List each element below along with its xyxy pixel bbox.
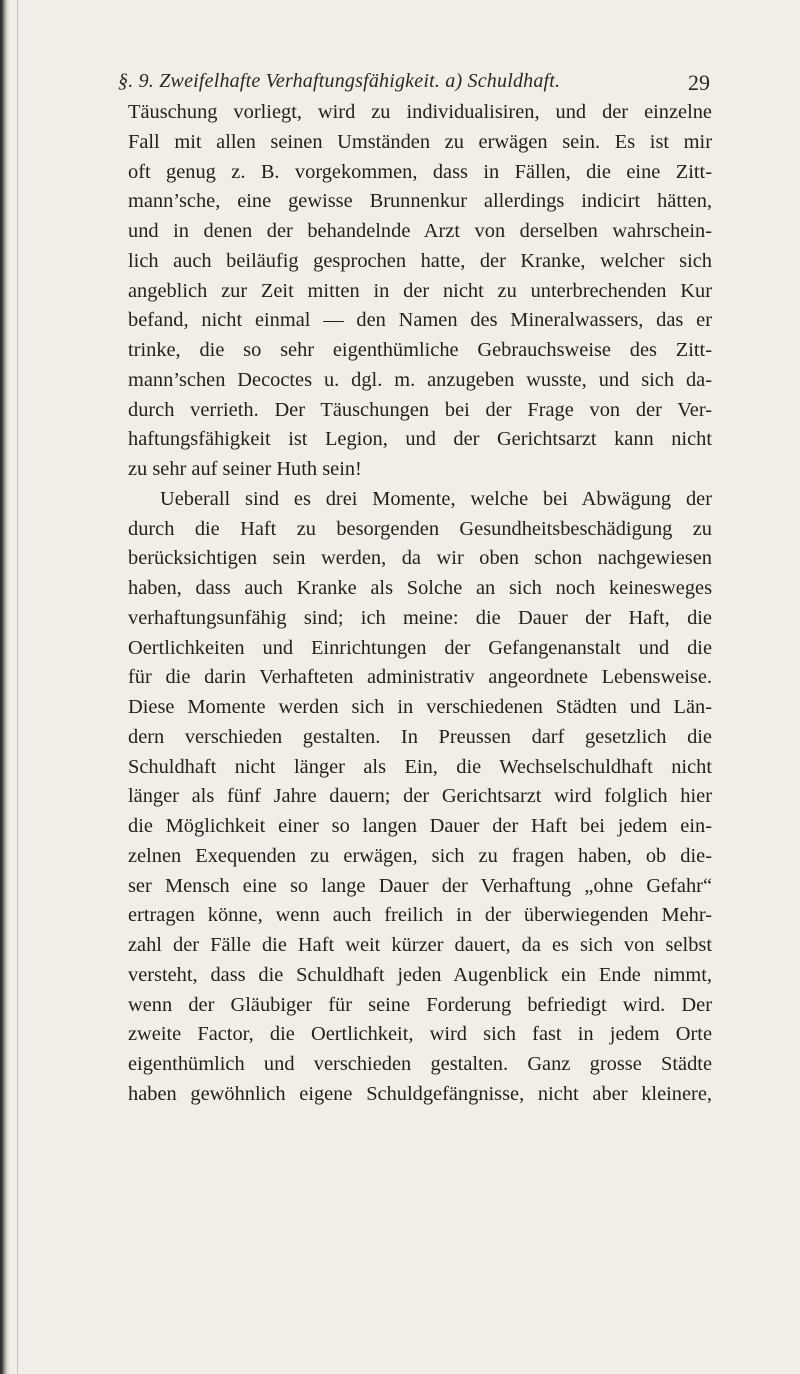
text-line: zelnen Exequenden zu erwägen, sich zu fragen haben, ob die- — [128, 844, 712, 867]
text-line: oft genug z. B. vorgekommen, dass in Fällen, die eine Zitt- — [128, 160, 712, 183]
text-line: eigenthümlich und verschieden gestalten. Ganz grosse Städte — [128, 1053, 712, 1075]
text-line: haben gewöhnlich eigene Schuldgefängnisse, nicht aber kleinere, — [128, 1082, 712, 1105]
text-line: und in denen der behandelnde Arzt von derselben wahrschein- — [128, 220, 712, 242]
text-line: Diese Momente werden sich in verschiedenen Städten und Län- — [128, 696, 712, 718]
running-header-title: §. 9. Zweifelhafte Verhaftungsfähigkeit. a) Schuldhaft. — [118, 70, 561, 92]
text-line: versteht, dass die Schuldhaft jeden Augenblick ein Ende nimmt, — [128, 963, 712, 986]
page-edge-line — [17, 0, 18, 1374]
text-line: angeblich zur Zeit mitten in der nicht zu unterbrechenden Kur — [128, 279, 712, 302]
text-line: Täuschung vorliegt, wird zu individualisiren, und der einzelne — [128, 101, 712, 123]
text-line: dern verschieden gestalten. In Preussen darf gesetzlich die — [128, 725, 712, 748]
text-line-paragraph-end: zu sehr auf seiner Huth sein! — [128, 458, 362, 480]
text-line: zweite Factor, die Oertlichkeit, wird sich fast in jedem Orte — [128, 1023, 712, 1046]
text-line: mann’schen Decoctes u. dgl. m. anzugeben wusste, und sich da- — [128, 368, 712, 391]
text-line: Fall mit allen seinen Umständen zu erwägen sein. Es ist mir — [128, 130, 712, 153]
text-line: ser Mensch eine so lange Dauer der Verhaftung „ohne Gefahr“ — [128, 874, 712, 897]
text-line: länger als fünf Jahre dauern; der Gerichtsarzt wird folglich hier — [128, 785, 712, 808]
text-line: Oertlichkeiten und Einrichtungen der Gefangenanstalt und die — [128, 636, 712, 659]
text-line: haben, dass auch Kranke als Solche an sich noch keinesweges — [128, 577, 712, 599]
text-line: lich auch beiläufig gesprochen hatte, der Kranke, welcher sich — [128, 249, 712, 272]
page-number: 29 — [688, 70, 710, 95]
text-line: zahl der Fälle die Haft weit kürzer dauert, da es sich von selbst — [128, 934, 712, 956]
text-line: für die darin Verhafteten administrativ angeordnete Lebensweise. — [128, 666, 712, 689]
text-line: trinke, die so sehr eigenthümliche Gebrauchsweise des Zitt- — [128, 339, 712, 361]
text-line: mann’sche, eine gewisse Brunnenkur allerdings indicirt hätten, — [128, 190, 712, 213]
text-line-paragraph-start: Ueberall sind es drei Momente, welche bei Abwägung der — [160, 487, 712, 510]
text-line: Schuldhaft nicht länger als Ein, die Wechselschuldhaft nicht — [128, 755, 712, 778]
text-line: die Möglichkeit einer so langen Dauer der Haft bei jedem ein- — [128, 815, 712, 837]
text-line: haftungsfähigkeit ist Legion, und der Gerichtsarzt kann nicht — [128, 428, 712, 451]
text-line: ertragen könne, wenn auch freilich in der überwiegenden Mehr- — [128, 904, 712, 927]
text-line: wenn der Gläubiger für seine Forderung befriedigt wird. Der — [128, 993, 712, 1016]
book-spine-shadow — [0, 0, 10, 1374]
text-line: berücksichtigen sein werden, da wir oben schon nachgewiesen — [128, 547, 712, 570]
text-line: befand, nicht einmal — den Namen des Mineralwassers, das er — [128, 309, 712, 332]
body-text — [128, 98, 712, 1110]
text-line: verhaftungsunfähig sind; ich meine: die Dauer der Haft, die — [128, 606, 712, 629]
text-line: durch verrieth. Der Täuschungen bei der Frage von der Ver- — [128, 398, 712, 421]
text-line: durch die Haft zu besorgenden Gesundheitsbeschädigung zu — [128, 517, 712, 540]
